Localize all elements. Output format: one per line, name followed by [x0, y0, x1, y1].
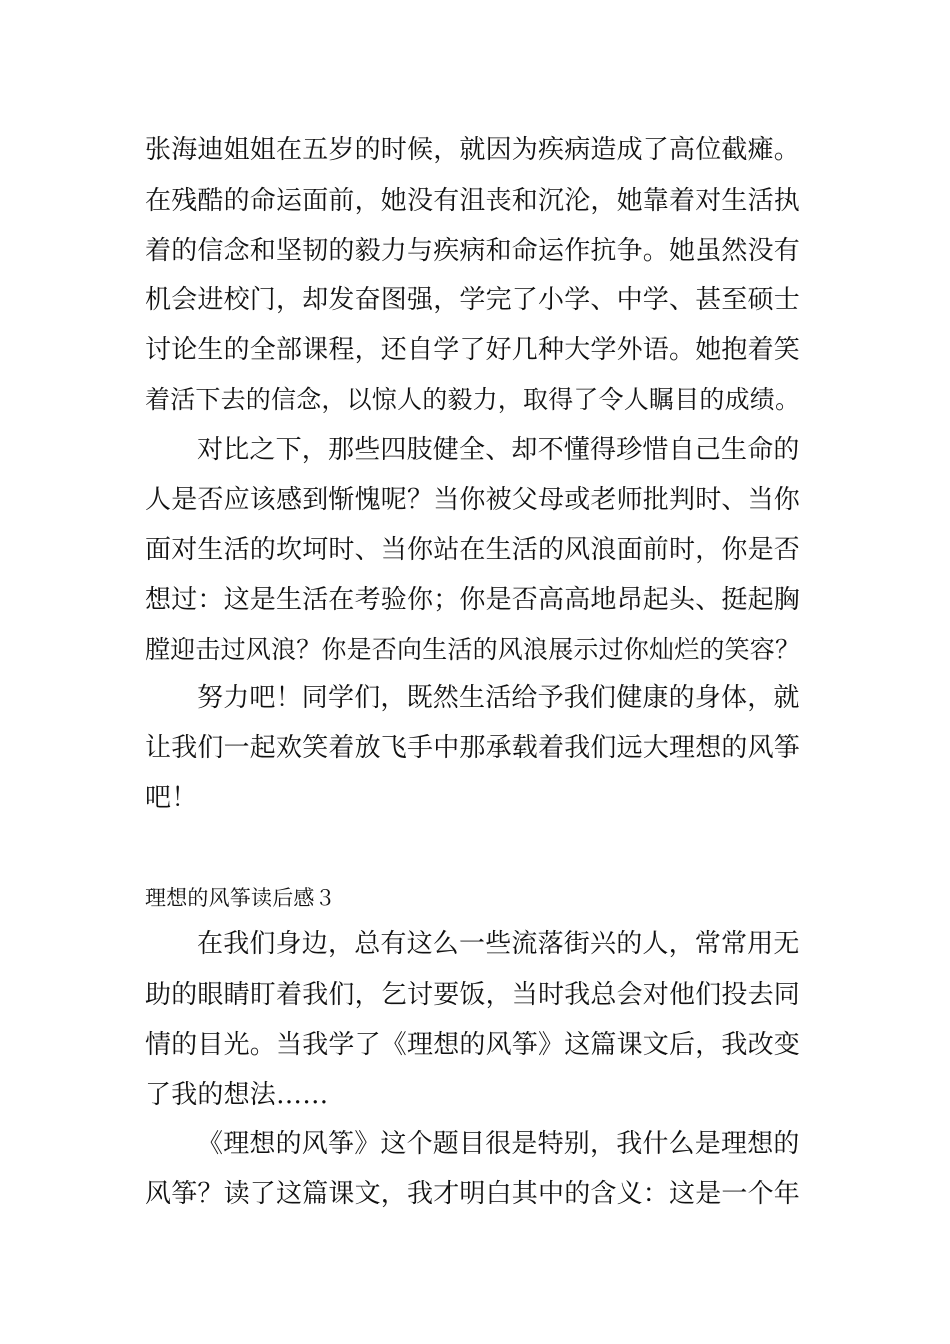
paragraph-line: 讨论生的全部课程，还自学了好几种大学外语。她抱着笑 [145, 335, 801, 365]
paragraph-line: 了我的想法…… [145, 1080, 329, 1110]
paragraph-line: 人是否应该感到惭愧呢？当你被父母或老师批判时、当你 [145, 485, 801, 515]
paragraph-line: 风筝？读了这篇课文，我才明白其中的含义：这是一个年 [145, 1179, 801, 1209]
section-heading: 理想的风筝读后感３ [145, 886, 336, 910]
paragraph-line: 张海迪姐姐在五岁的时候，就因为疾病造成了高位截瘫。 [145, 135, 801, 165]
paragraph-line: 对比之下，那些四肢健全、却不懂得珍惜自己生命的 [197, 435, 800, 465]
paragraph-line: 在我们身边，总有这么一些流落街兴的人，常常用无 [197, 929, 800, 959]
paragraph-line: 着活下去的信念，以惊人的毅力，取得了令人瞩目的成绩。 [145, 385, 801, 414]
paragraph-line: 在残酷的命运面前，她没有沮丧和沉沦，她靠着对生活执 [145, 186, 801, 216]
paragraph-line: 面对生活的坎坷时、当你站在生活的风浪面前时，你是否 [145, 535, 801, 565]
paragraph-line: 情的目光。当我学了《理想的风筝》这篇课文后，我改变 [145, 1030, 801, 1060]
paragraph-line: 吧！ [145, 783, 198, 813]
paragraph-line: 膛迎击过风浪？你是否向生活的风浪展示过你灿烂的笑容？ [145, 635, 801, 664]
paragraph-line: 《理想的风筝》这个题目很是特别，我什么是理想的 [197, 1129, 800, 1159]
paragraph-line: 机会进校门，却发奋图强，学完了小学、中学、甚至硕士 [145, 285, 801, 315]
paragraph-line: 让我们一起欢笑着放飞手中那承载着我们远大理想的风筝 [145, 733, 801, 763]
paragraph-line: 助的眼睛盯着我们，乞讨要饭，当时我总会对他们投去同 [145, 980, 801, 1010]
paragraph-line: 努力吧！同学们，既然生活给予我们健康的身体，就 [197, 683, 800, 713]
paragraph-line: 想过：这是生活在考验你；你是否高高地昂起头、挺起胸 [145, 585, 801, 615]
paragraph-line: 着的信念和坚韧的毅力与疾病和命运作抗争。她虽然没有 [145, 236, 801, 266]
